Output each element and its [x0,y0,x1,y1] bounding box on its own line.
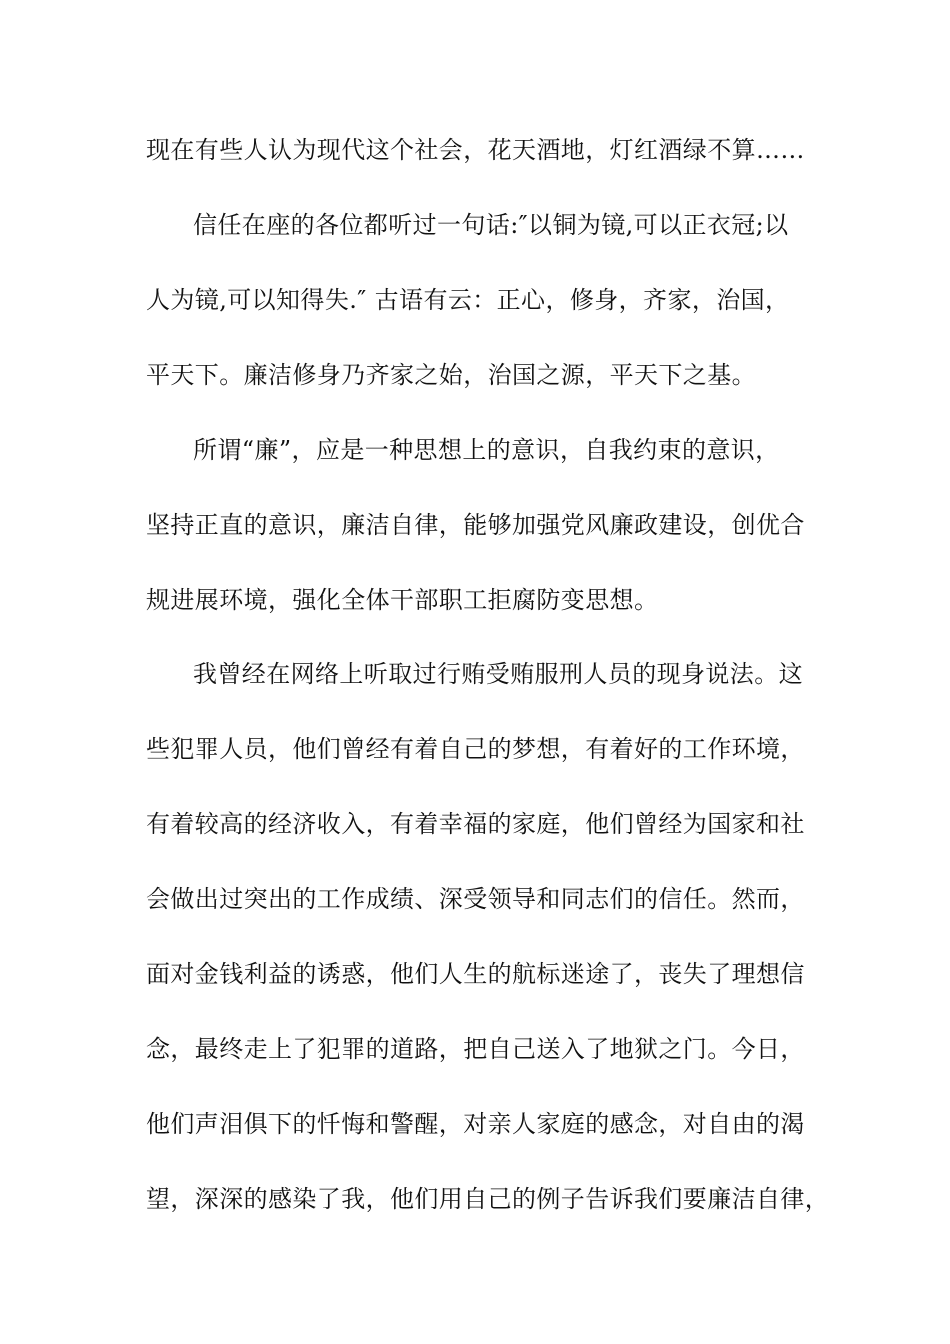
text-line-4: 平天下。廉洁修身乃齐家之始，治国之源，平天下之基。 [146,361,756,389]
paragraph-start-line: 我曾经在网络上听取过行贿受贿服刑人员的现身说法。这 [193,660,803,688]
paragraph-start-line: 所谓“廉”，应是一种思想上的意识，自我约束的意识， [193,436,780,464]
text-line-13: 念，最终走上了犯罪的道路，把自己送入了地狱之门。今日， [146,1035,805,1063]
text-line-14: 他们声泪俱下的忏悔和警醒，对亲人家庭的感念，对自由的渴 [146,1110,805,1138]
text-line-9: 些犯罪人员，他们曾经有着自己的梦想，有着好的工作环境， [146,735,805,763]
text-line-3: 人为镜,可以知得失.″ 古语有云：正心，修身，齐家，治国， [146,286,790,314]
paragraph-start-line: 信任在座的各位都听过一句话:″以铜为镜,可以正衣冠;以 [193,211,789,239]
text-line-1: 现在有些人认为现代这个社会，花天酒地，灯红酒绿不算…… [146,136,805,164]
text-line-12: 面对金钱利益的诱惑，他们人生的航标迷途了，丧失了理想信 [146,960,805,988]
text-line-6: 坚持正直的意识，廉洁自律，能够加强党风廉政建设，创优合 [146,511,805,539]
text-line-15: 望，深深的感染了我，他们用自己的例子告诉我们要廉洁自律， [146,1185,830,1213]
text-line-7: 规进展环境，强化全体干部职工拒腐防变思想。 [146,586,659,614]
text-line-11: 会做出过突出的工作成绩、深受领导和同志们的信任。然而， [146,885,805,913]
text-line-10: 有着较高的经济收入，有着幸福的家庭，他们曾经为国家和社 [146,810,805,838]
